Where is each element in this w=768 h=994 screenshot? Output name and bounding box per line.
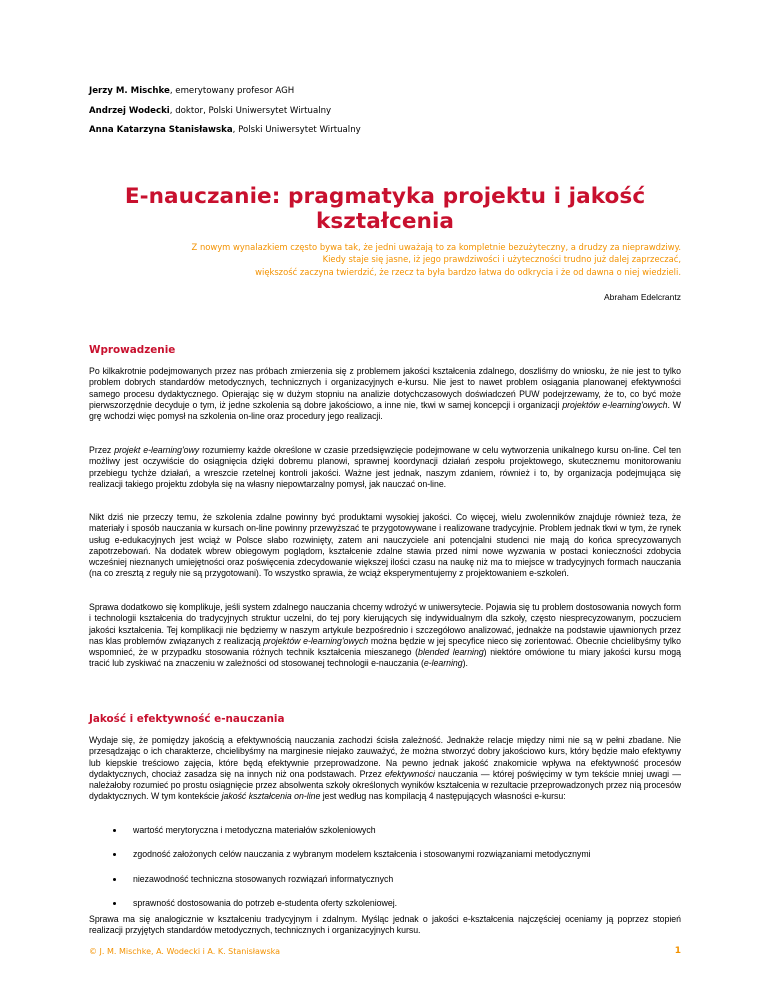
page-number: 1 (674, 946, 681, 956)
section-heading-quality: Jakość i efektywność e-nauczania (89, 713, 285, 725)
list-item-text: niezawodność techniczna stosowanych rozwiązań informatycznych (133, 873, 394, 884)
emphasis: jakość kształcenia on-line (221, 791, 321, 802)
list-item-text: wartość merytoryczna i metodyczna materiałów szkoleniowych (133, 825, 376, 835)
emphasis: efektywności (385, 768, 435, 779)
emphasis: projektów e-learning'owych (562, 399, 668, 410)
author-name: Anna Katarzyna Stanisławska (89, 125, 233, 135)
motto-line: Z nowym wynalazkiem często bywa tak, że jedni uważają to za kompletnie bezużyteczny, a drudzy za nieprawdziwy. (191, 242, 681, 252)
emphasis: projekt e-learning'owy (114, 445, 200, 455)
emphasis: e-learning (423, 658, 463, 669)
motto-line: Kiedy staje się jasne, iż jego prawdziwości i użyteczności trudno już dalej zaprzeczać, (322, 254, 681, 265)
author-line (89, 102, 361, 122)
list-item-text: zgodność założonych celów nauczania z wybranym modelem kształcenia i stosowanymi rozwiązaniami metodycznymi (133, 849, 591, 860)
list-item (89, 898, 681, 909)
list-item (89, 849, 681, 860)
author-affiliation: , emerytowany profesor AGH (169, 86, 295, 96)
motto-quote (89, 241, 681, 278)
text-run: można będzie w jej specyfice nieco się zorientować. Obecnie chcielibyśmy tylko wspomnieć, że w przypadku stosowania różnych technik kształcenia mieszanego ( (89, 635, 681, 658)
emphasis: blended learning (418, 647, 484, 658)
list-item (89, 825, 681, 836)
text-run: nauczania — której poświęcimy w tym tekście mniej uwagi — należałoby rozumieć po prostu osiągnięcie przez absolwenta szkoły określonych wyników kształcenia w rezultacie przeprowadzonych przez nią procesów dydaktycznych. W tym kontekście (89, 768, 681, 802)
bullet-icon (113, 829, 116, 832)
list-item-text: sprawność dostosowania do potrzeb e-studenta oferty szkoleniowej. (133, 897, 398, 908)
author-line (89, 82, 361, 102)
author-affiliation: , doktor, Polski Uniwersytet Wirtualny (169, 105, 332, 116)
text-run: rozumiemy każde określone w czasie przedsięwzięcie podejmowane w celu wytworzenia unikalnego kursu on-line. Cel ten możliwy jest oczywiście do osiągnięcia dzięki dobremu planowi, sprawnej koordynacji działań zespołu projektowego, skutecznemu monitorowaniu przebiegu tychże działań, a wreszcie rzetelnej kontroli jakości. Ważne jest jednak, naszym zdaniem, również i to, by organizacja podejmująca się realizacji takiego projektu zdobyła się na własny niepowtarzalny pomysł, jak nauczać on-line. (89, 445, 681, 489)
bullet-icon (113, 853, 116, 856)
author-affiliation: , Polski Uniwersytet Wirtualny (232, 125, 361, 135)
section-heading-introduction: Wprowadzenie (89, 344, 176, 356)
motto-author: Abraham Edelcrantz (603, 292, 681, 302)
text-run: Wydaje się, że pomiędzy jakością a efektywnością nauczania zachodzi ścisła zależność. Jednakże relacje między nimi nie są w pełni zbadane. Nie przesądzając o ich charakterze, chcielibyśmy na marginesie niejako zauważyć, że można stworzyć dobry jakościowo kurs, który będzie mało efektywny lub kiepskie treściowo zajęcia, które będą efektywnie przeprowadzone. Na pewno jednak jakość znakomicie wpływa na efektywność procesów dydaktycznych, chociaż zasadza się na innych niż ona podstawach. Przez (89, 735, 681, 779)
list-item (89, 874, 681, 885)
paragraph (89, 735, 681, 803)
paragraph (89, 445, 681, 490)
text-run: Po kilkakrotnie podejmowanych przez nas próbach zmierzenia się z problemem jakości kształcenia zdalnego, doszliśmy do wniosku, że nie jest to tylko problem dobrych standardów metodycznych, technicznych i organizacyjnych e-kursu. Nie jest to nawet problem osiągania planowanej efektywności samego procesu dydaktycznego. Opierając się w dużym stopniu na analizie dotychczasowych doświadczeń PUW podejrzewamy, że to, co być może pierwszorzędnie decyduje o tym, iż jedne szkolenia są dobre jakościowo, a inne nie, tkwi w samej koncepcji i organizacji (89, 366, 681, 410)
text-run: Przez (89, 445, 115, 455)
bullet-icon (113, 902, 116, 905)
paragraph: Nikt dziś nie przeczy temu, że szkolenia zdalne powinny być produktami wysokiej jakości. Co więcej, wielu zwolenników znajduje również teza, że materiały i sposób nauczania w kursach on-line powinny przewyższać te przygotowywane i realizowane tradycyjnie. Problem jednak tkwi w tym, że rynek usług e-edukacyjnych jest wciąż w Polsce słabo rozwinięty, zatem ani nauczyciele ani potencjalni studenci nie mają do końca sprecyzowanych zapotrzebowań. Na dodatek wbrew obiegowym poglądom, kształcenie zdalne stawia przed nimi nowe wyzwania w postaci konieczności zdobycia wcześniej nieznanych umiejętności oraz poświęcenia zdecydowanie większej ilości czasu na naukę niż ma to miejsce w tradycyjnych formach nauczania (na co zresztą z reguły nie są przygotowani). To wszystko sprawia, że wciąż eksperymentujemy z projektowaniem e-szkoleń. (89, 512, 681, 579)
author-name: Andrzej Wodecki (89, 105, 170, 116)
motto-line: większość zaczyna twierdzić, że rzecz ta była bardzo łatwa do odkrycia i że od dawna o niej wiedzieli. (255, 266, 681, 277)
bullet-list (89, 825, 681, 909)
text-run: ) niektóre omówione tu miary jakości kursu mogą tracić lub zyskiwać na znaczeniu w zależności od stosowanej technologii e-nauczania ( (89, 647, 681, 669)
author-line (89, 121, 361, 141)
paragraph: Sprawa ma się analogicznie w kształceniu tradycyjnym i zdalnym. Myśląc jednak o jakości e-kształcenia najczęściej oceniamy ją poprzez stopień realizacji przyjętych standardów metodycznych, technicznych i organizacyjnych kursu. (89, 914, 681, 936)
paragraph (89, 602, 681, 670)
text-run: jest według nas kompilacją 4 następujących własności e-kursu: (320, 791, 566, 802)
text-run: . W grę wchodzi więc pomysł na szkolenia on-line oraz procedury jego realizacji. (89, 399, 681, 422)
paragraph (89, 366, 681, 422)
text-run: Sprawa dodatkowo się komplikuje, jeśli system zdalnego nauczania chcemy wdrożyć w uniwersytecie. Pojawia się tu problem dostosowania nowych form i technologii kształcenia do tradycyjnych struktur uczelni, do tej pory kierujących się indywidualnym dla szkoły, często niesprecyzowanym, poczuciem jakości kształcenia. Tej komplikacji nie będziemy w naszym artykule bezpośrednio i szczegółowo analizować, jednakże na podstawie ujawnionych przez nas klas problemów związanych z realizacją (89, 602, 681, 646)
author-name: Jerzy M. Mischke (89, 86, 170, 96)
document-title: E-nauczanie: pragmatyka projektu i jakość kształcenia (124, 184, 646, 234)
text-run: ). (462, 658, 468, 669)
bullet-icon (113, 878, 116, 881)
footer-copyright: © J. M. Mischke, A. Wodecki i A. K. Stanisławska (89, 947, 281, 956)
emphasis: projektów e-learning'owych (263, 635, 369, 646)
author-list (89, 82, 361, 141)
